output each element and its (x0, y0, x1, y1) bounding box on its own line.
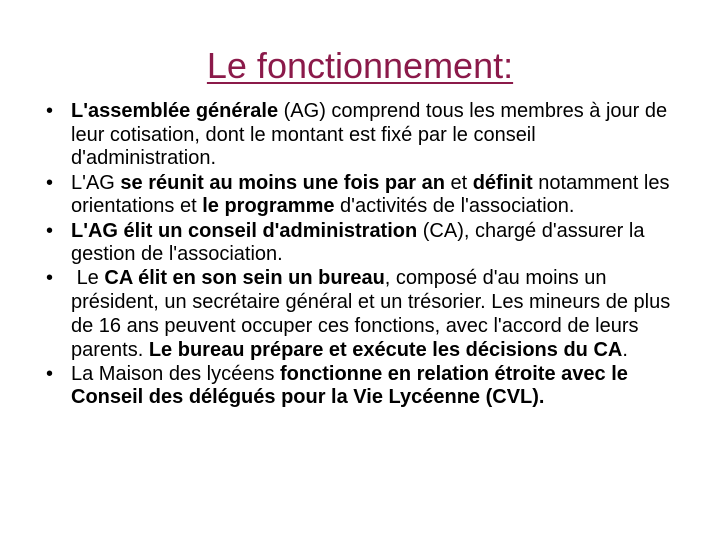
text-bold: CA élit en son sein un bureau (104, 267, 385, 290)
bullet-icon: • (46, 362, 54, 385)
text-bold: le programme (202, 195, 335, 218)
bullet-icon: • (46, 171, 54, 194)
text-bold: Le bureau prépare et exécute les décisions du CA (148, 338, 623, 361)
text-bold: L'assemblée générale (71, 100, 279, 122)
list-item (46, 172, 686, 219)
text: . (622, 338, 628, 361)
text: notamment les orientations et (71, 171, 670, 218)
text: L'AG (71, 171, 121, 194)
list-item (46, 363, 686, 410)
bullet-list (46, 100, 686, 411)
bullet-icon: • (46, 219, 54, 242)
text: , composé d'au moins un président, un secrétaire général et un trésorier. Les mineurs de plus de 16 ans peuvent occuper ces fonctions, avec l'accord de leurs parents. (71, 267, 671, 361)
text-bold: se réunit au moins une fois par an (120, 171, 445, 194)
text-bold: fonctionne en relation étroite avec le Conseil des délégués pour la Vie Lycéenne (CVL). (71, 362, 628, 409)
text: Le (71, 267, 105, 290)
text: (CA), chargé d'assurer la gestion de l'association. (71, 219, 645, 266)
text: et (444, 171, 473, 194)
page-title: Le fonctionnement: (206, 45, 514, 86)
list-item (46, 100, 686, 171)
text: d'activités de l'association. (334, 195, 575, 218)
text-bold: définit (472, 171, 533, 194)
text: La Maison des lycéens (71, 362, 281, 385)
text: (AG) comprend tous les membres à jour de leur cotisation, dont le montant est fixé par le conseil d'administration. (71, 100, 668, 170)
bullet-icon: • (46, 100, 54, 122)
list-item (46, 267, 686, 362)
text-bold: L'AG élit un conseil d'administration (71, 219, 418, 242)
list-item (46, 220, 686, 267)
bullet-icon: • (46, 267, 54, 290)
